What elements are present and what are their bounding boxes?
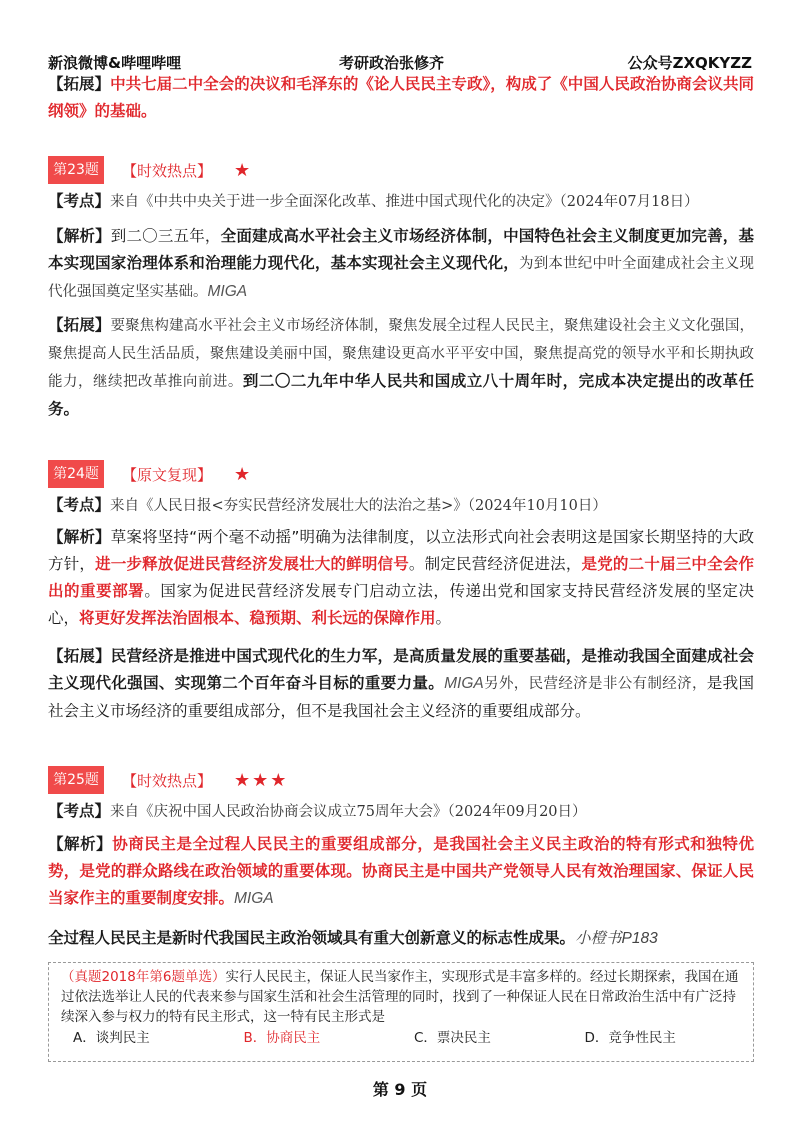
- question-tag: 【时效热点】: [122, 771, 213, 790]
- q23-jiexi: [48, 223, 754, 306]
- tuozhan-b: 另外，民营经济是非公有制经济，: [483, 676, 707, 692]
- question-25-header: [48, 766, 288, 794]
- label: 【拓展】: [48, 647, 111, 665]
- jiexi-d: 是党的二十届三中全会作出的重要部署: [48, 555, 754, 600]
- exam-question-box: [48, 962, 754, 1062]
- question-23-header: [48, 156, 252, 184]
- q23-tuozhan: [48, 312, 754, 423]
- page-number: 第 9 页: [372, 1080, 428, 1099]
- kaodian-text: 来自《庆祝中国人民政治协商会议成立75周年大会》（2024年09月20日）: [110, 804, 587, 820]
- label: 【解析】: [48, 528, 111, 546]
- q25-jiexi: [48, 831, 754, 912]
- summary-ref: 小橙书P183: [575, 930, 658, 947]
- jiexi-a: 到二〇三五年，: [110, 227, 221, 245]
- jiexi-c: 为到本世纪中叶全面建成社会主义现代化强国奠定坚实基础。: [48, 256, 754, 300]
- header-center: 考研政治张修齐: [339, 54, 445, 72]
- tuozhan-c: 是我国社会主义市场经济的重要组成部分，但不是我国社会主义经济的重要组成部分。: [48, 674, 754, 720]
- jiexi-b: 进一步释放促进民营经济发展壮大的鲜明信号: [95, 555, 409, 573]
- q24-kaodian: [48, 492, 754, 520]
- option-b: B．协商民主: [243, 1030, 321, 1046]
- tuozhan-a: 要聚焦构建高水平社会主义市场经济体制，聚焦发展全过程人民民主，聚焦建设社会主义文化强国，聚焦提高人民生活品质，聚焦建设美丽中国，聚焦建设更高水平平安中国，聚焦提高党的领导水平和长期执政能力，继续把改革推向前进。: [48, 318, 754, 390]
- q24-tuozhan: [48, 643, 754, 725]
- question-badge: 第24题: [48, 460, 104, 488]
- miga-mark: MIGA: [234, 890, 274, 907]
- miga-mark: MIGA: [207, 283, 248, 300]
- label: 【拓展】: [48, 316, 111, 334]
- label: 【拓展】: [48, 75, 111, 93]
- extension-text: 中共七届二中全会的决议和毛泽东的《论人民民主专政》，构成了《中国人民政治协商会议共同纲领》的基础。: [48, 75, 754, 120]
- label: 【解析】: [48, 835, 113, 853]
- question-badge: 第23题: [48, 156, 104, 184]
- jiexi-f: 将更好发挥法治固根本、稳预期、利长远的保障作用: [79, 609, 436, 627]
- jiexi-g: 。: [435, 609, 452, 627]
- exam-stem-text: 实行人民民主，保证人民当家作主，实现形式是丰富多样的。经过长期探索，我国在通过依法选举让人民的代表来参与国家生活和社会生活管理的同时，找到了一种保证人民在日常政治生活中有广泛持续深入参与权力的特有民主形式，这一特有民主形式是: [61, 969, 739, 1025]
- q25-kaodian: [48, 798, 754, 826]
- star-rating: ★: [234, 159, 253, 181]
- jiexi-red: 协商民主是全过程人民民主的重要组成部分，是我国社会主义民主政治的特有形式和独特优势，是党的群众路线在政治领域的重要体现。协商民主是中国共产党领导人民有效治理国家、保证人民当家作主的重要制度安排。: [48, 835, 754, 907]
- jiexi-b: 全面建成高水平社会主义市场经济体制，中国特色社会主义制度更加完善，基本实现国家治理体系和治理能力现代化，基本实现社会主义现代化，: [48, 227, 754, 272]
- exam-tag: （真题2018年第6题单选）: [61, 969, 226, 985]
- star-rating: ★★★: [234, 769, 289, 791]
- q23-kaodian: [48, 188, 754, 216]
- exam-options: [61, 1028, 743, 1048]
- exam-stem: [61, 967, 743, 1027]
- kaodian-text: 来自《人民日报<夯实民营经济发展壮大的法治之基>》（2024年10月10日）: [110, 498, 607, 514]
- header-left: 新浪微博&哔哩哔哩: [48, 54, 182, 72]
- miga-mark: MIGA: [444, 675, 484, 692]
- jiexi-e: 。国家为促进民营经济发展专门启动立法，传递出党和国家支持民营经济发展的坚定决心，: [48, 582, 754, 627]
- question-tag: 【时效热点】: [122, 161, 213, 180]
- question-badge: 第25题: [48, 766, 104, 794]
- jiexi-c: 。制定民营经济促进法，: [408, 555, 582, 573]
- tuozhan-a: 民营经济是推进中国式现代化的生力军，是高质量发展的重要基础，是推动我国全面建成社会主义现代化强国、实现第二个百年奋斗目标的重要力量。: [48, 647, 754, 692]
- label: 【考点】: [48, 192, 111, 210]
- summary-text: 全过程人民民主是新时代我国民主政治领域具有重大创新意义的标志性成果。: [48, 929, 576, 947]
- option-a: A．谈判民主: [73, 1030, 150, 1046]
- label: 【考点】: [48, 802, 111, 820]
- header-right: 公众号ZXQKYZZ: [627, 54, 752, 72]
- label: 【解析】: [48, 227, 111, 245]
- option-d: D．竞争性民主: [584, 1030, 676, 1046]
- option-c: C．票决民主: [414, 1030, 491, 1046]
- q24-jiexi: [48, 524, 754, 632]
- question-tag: 【原文复现】: [122, 465, 213, 484]
- tuozhan-b: 到二〇二九年中华人民共和国成立八十周年时，完成本决定提出的改革任务。: [48, 372, 754, 418]
- q25-summary: [48, 925, 754, 952]
- label: 【考点】: [48, 496, 111, 514]
- kaodian-text: 来自《中共中央关于进一步全面深化改革、推进中国式现代化的决定》（2024年07月18日）: [110, 194, 699, 210]
- star-rating: ★: [234, 463, 253, 485]
- question-24-header: [48, 460, 252, 488]
- jiexi-a: 草案将坚持“两个毫不动摇”明确为法律制度，以立法形式向社会表明这是国家长期坚持的大政方针，: [48, 528, 754, 573]
- top-extension: [48, 71, 754, 125]
